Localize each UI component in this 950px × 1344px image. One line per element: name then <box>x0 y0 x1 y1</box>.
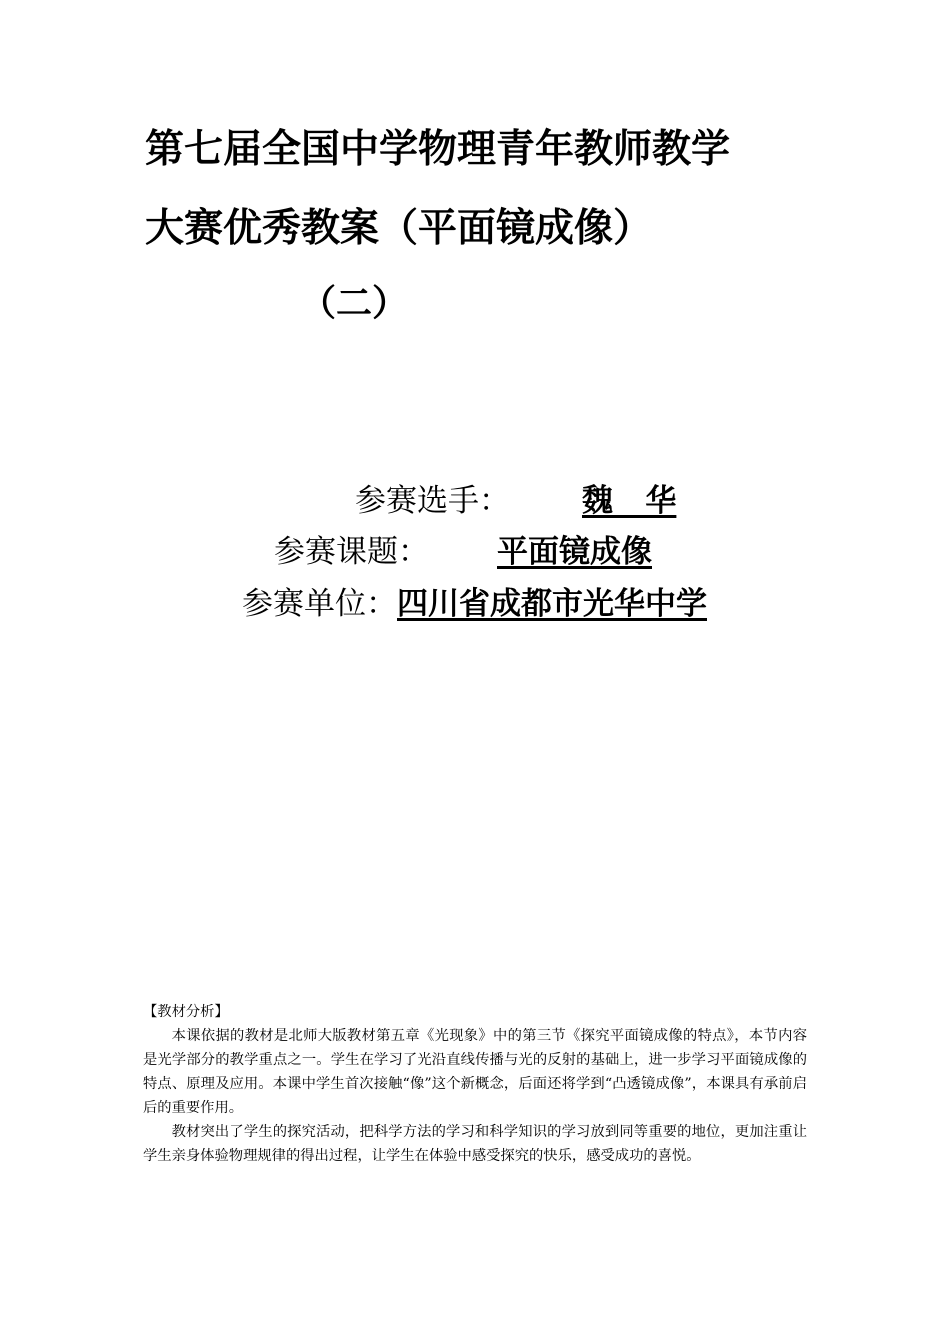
unit-row <box>242 582 707 626</box>
section-heading: 【教材分析】 <box>143 1004 229 1020</box>
teaching-material-analysis <box>143 1000 807 1168</box>
topic-value: 平面镜成像 <box>497 534 652 570</box>
document-part-number: （二） <box>300 283 409 324</box>
topic-row <box>274 530 652 574</box>
document-title-line-1: 第七届全国中学物理青年教师教学 <box>145 127 731 172</box>
contestant-row <box>355 479 712 523</box>
document-title-line-2: 大赛优秀教案（平面镜成像） <box>145 206 653 251</box>
contestant-value: 魏 华 <box>582 483 677 519</box>
unit-label: 参赛单位： <box>242 586 397 622</box>
unit-value: 四川省成都市光华中学 <box>397 586 707 622</box>
topic-label: 参赛课题： <box>274 534 429 570</box>
contestant-label: 参赛选手： <box>355 483 510 519</box>
analysis-paragraph-1: 本课依据的教材是北师大版教材第五章《光现象》中的第三节《探究平面镜成像的特点》，本节内容是光学部分的教学重点之一。学生在学习了光沿直线传播与光的反射的基础上，进一步学习平面镜成像的特点、原理及应用。本课中学生首次接触“像”这个新概念，后面还将学到“凸透镜成像”，本课具有承前启后的重要作用。 <box>143 1028 807 1116</box>
analysis-paragraph-2: 教材突出了学生的探究活动，把科学方法的学习和科学知识的学习放到同等重要的地位，更加注重让学生亲身体验物理规律的得出过程，让学生在体验中感受探究的快乐，感受成功的喜悦。 <box>143 1124 807 1164</box>
